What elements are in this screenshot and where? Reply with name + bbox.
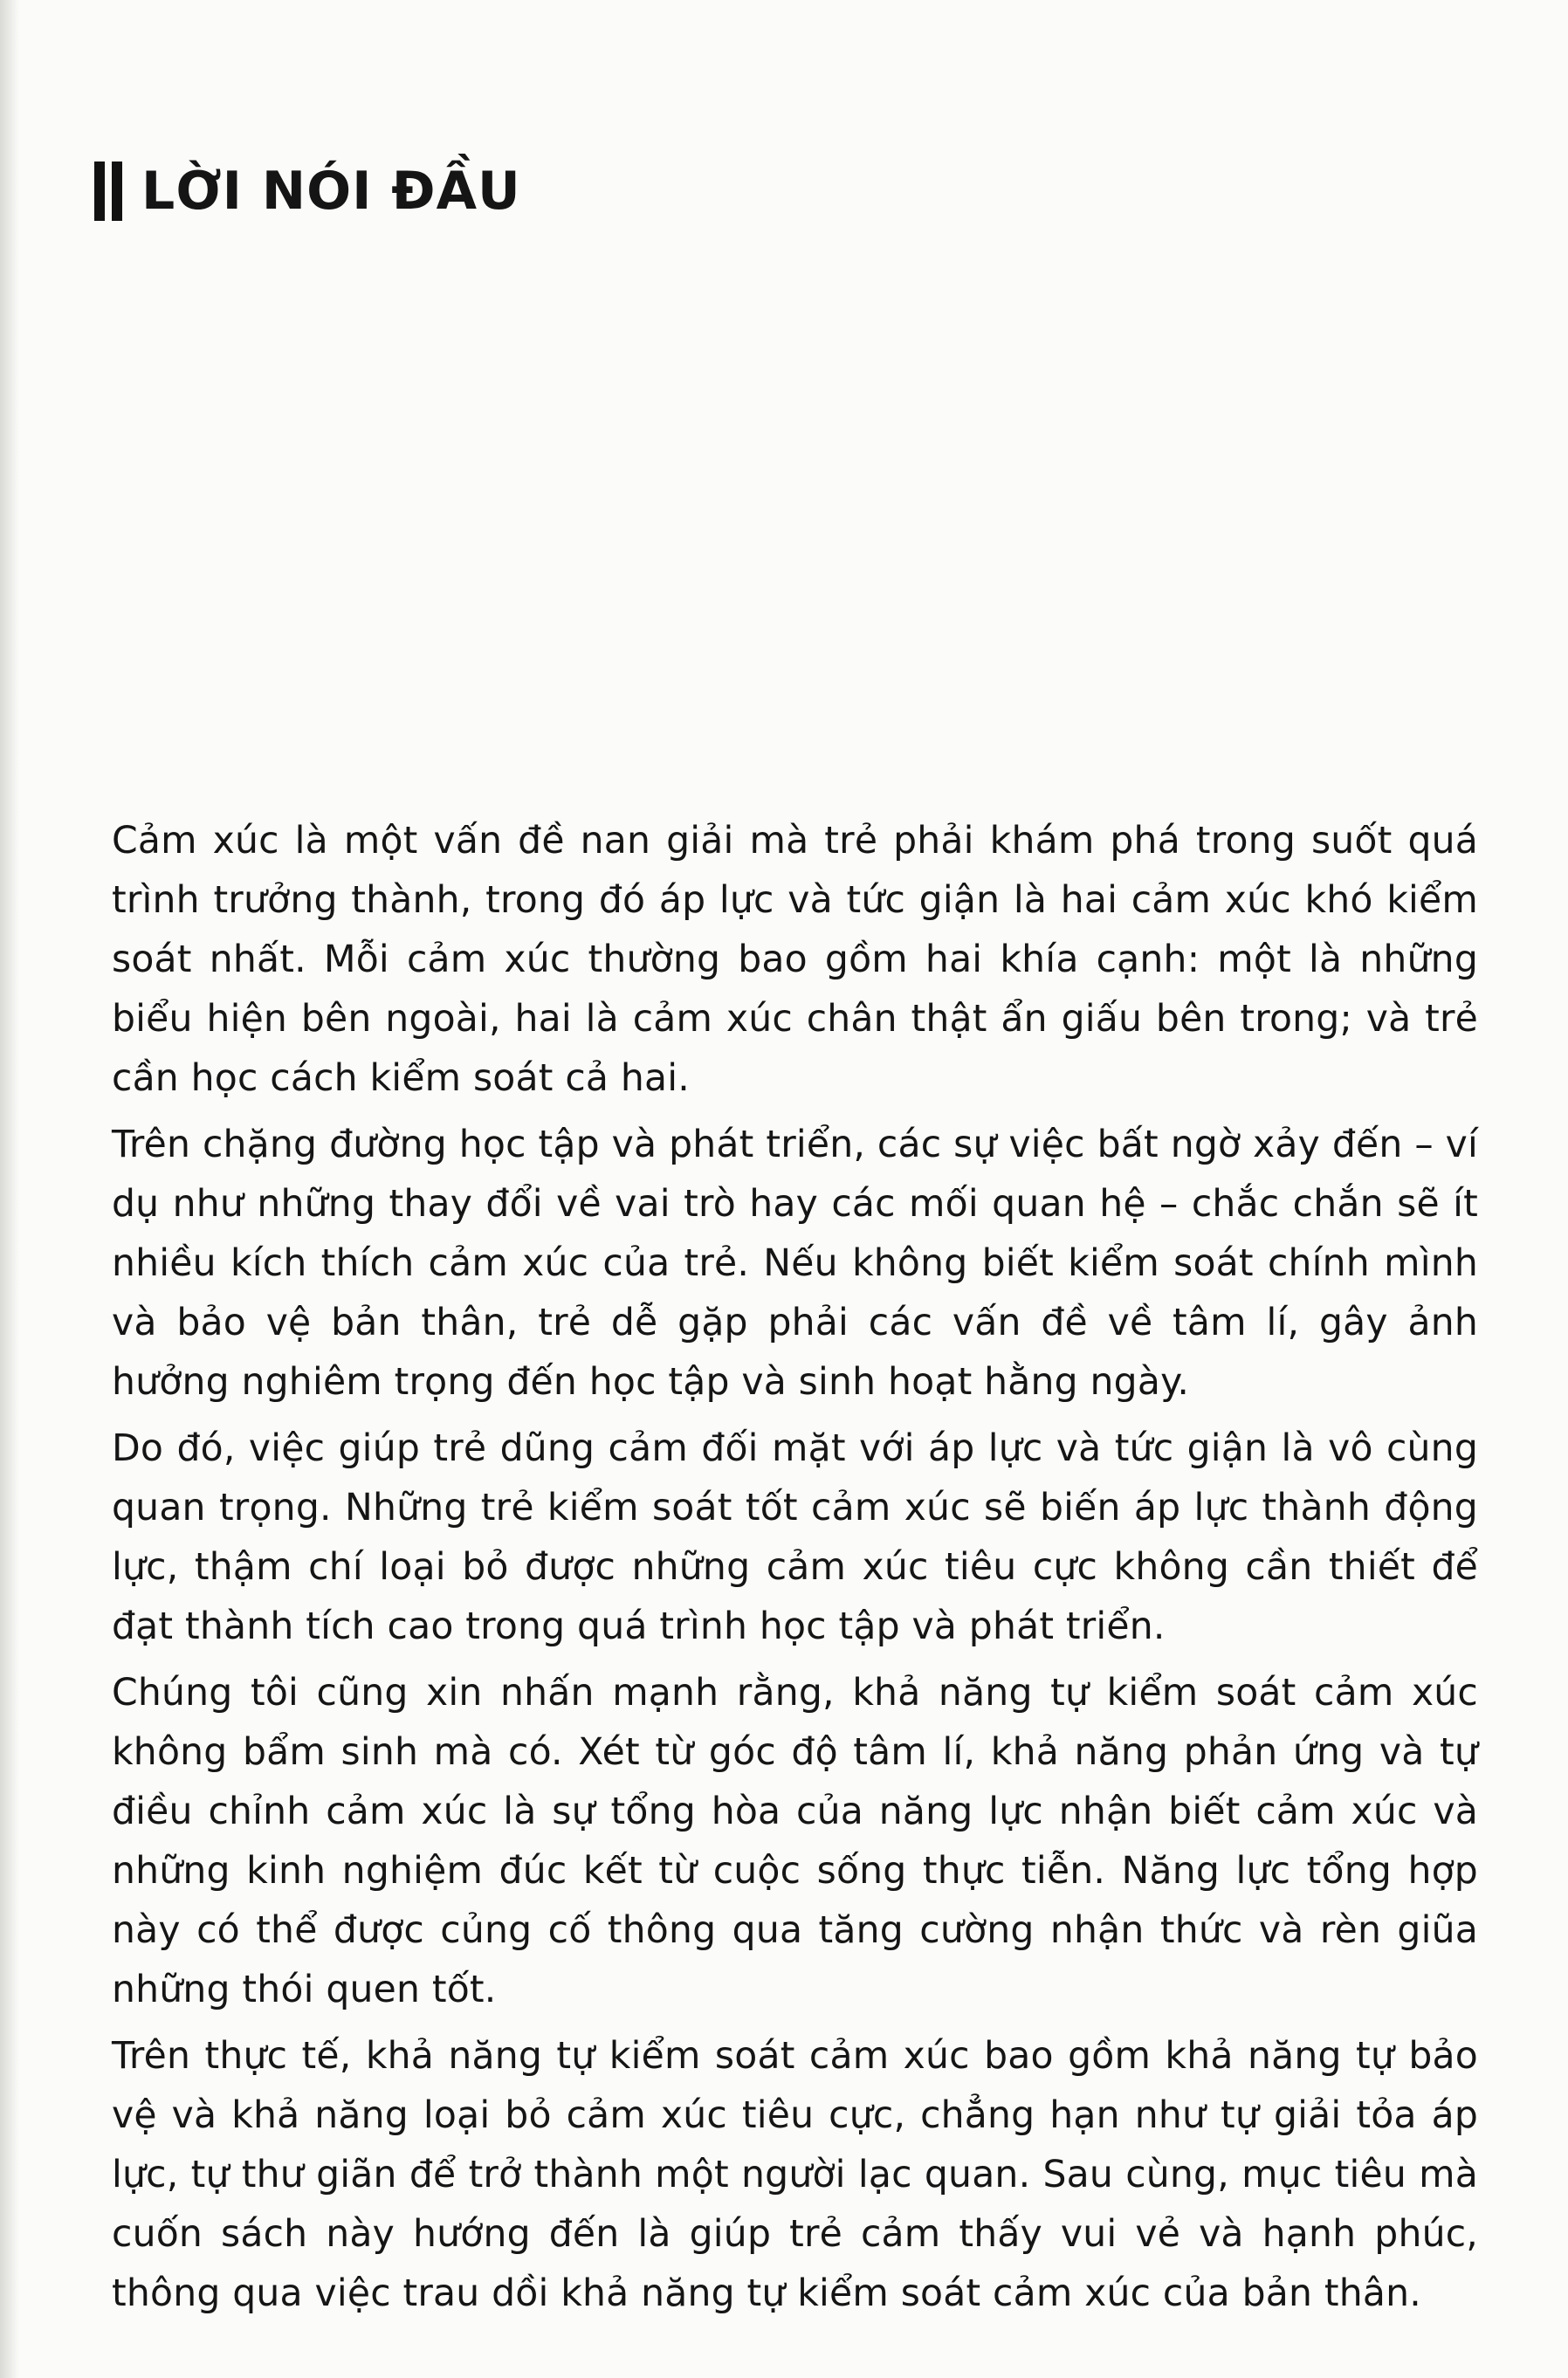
heading-bar (112, 162, 122, 221)
heading-bar (94, 162, 105, 221)
section-heading (94, 162, 521, 221)
page-title: LỜI NÓI ĐẦU (141, 161, 521, 222)
body-text (112, 812, 1478, 2331)
paragraph-1: Cảm xúc là một vấn đề nan giải mà trẻ phải khám phá trong suốt quá trình trưởng thành, trong đó áp lực và tức giận là hai cảm xúc khó kiểm soát nhất. Mỗi cảm xúc thường bao gồm hai khía cạnh: một là những biểu hiện bên ngoài, hai là cảm xúc chân thật ẩn giấu bên trong; và trẻ cần học cách kiểm soát cả hai. (112, 820, 1478, 1100)
paragraph-2: Trên chặng đường học tập và phát triển, các sự việc bất ngờ xảy đến – ví dụ như những thay đổi về vai trò hay các mối quan hệ – chắc chắn sẽ ít nhiều kích thích cảm xúc của trẻ. Nếu không biết kiểm soát chính mình và bảo vệ bản thân, trẻ dễ gặp phải các vấn đề về tâm lí, gây ảnh hưởng nghiêm trọng đến học tập và sinh hoạt hằng ngày. (112, 1124, 1478, 1404)
paragraph-4: Chúng tôi cũng xin nhấn mạnh rằng, khả năng tự kiểm soát cảm xúc không bẩm sinh mà có. Xét từ góc độ tâm lí, khả năng phản ứng và tự điều chỉnh cảm xúc là sự tổng hòa của năng lực nhận biết cảm xúc và những kinh nghiệm đúc kết từ cuộc sống thực tiễn. Năng lực tổng hợp này có thể được củng cố thông qua tăng cường nhận thức và rèn giũa những thói quen tốt. (112, 1672, 1478, 2011)
paragraph-5: Trên thực tế, khả năng tự kiểm soát cảm xúc bao gồm khả năng tự bảo vệ và khả năng loại bỏ cảm xúc tiêu cực, chẳng hạn như tự giải tỏa áp lực, tự thư giãn để trở thành một người lạc quan. Sau cùng, mục tiêu mà cuốn sách này hướng đến là giúp trẻ cảm thấy vui vẻ và hạnh phúc, thông qua việc trau dồi khả năng tự kiểm soát cảm xúc của bản thân. (112, 2035, 1478, 2315)
heading-bars-icon (94, 162, 122, 221)
paragraph-3: Do đó, việc giúp trẻ dũng cảm đối mặt với áp lực và tức giận là vô cùng quan trọng. Những trẻ kiểm soát tốt cảm xúc sẽ biến áp lực thành động lực, thậm chí loại bỏ được những cảm xúc tiêu cực không cần thiết để đạt thành tích cao trong quá trình học tập và phát triển. (112, 1427, 1478, 1648)
page-edge-shadow (0, 0, 19, 2378)
